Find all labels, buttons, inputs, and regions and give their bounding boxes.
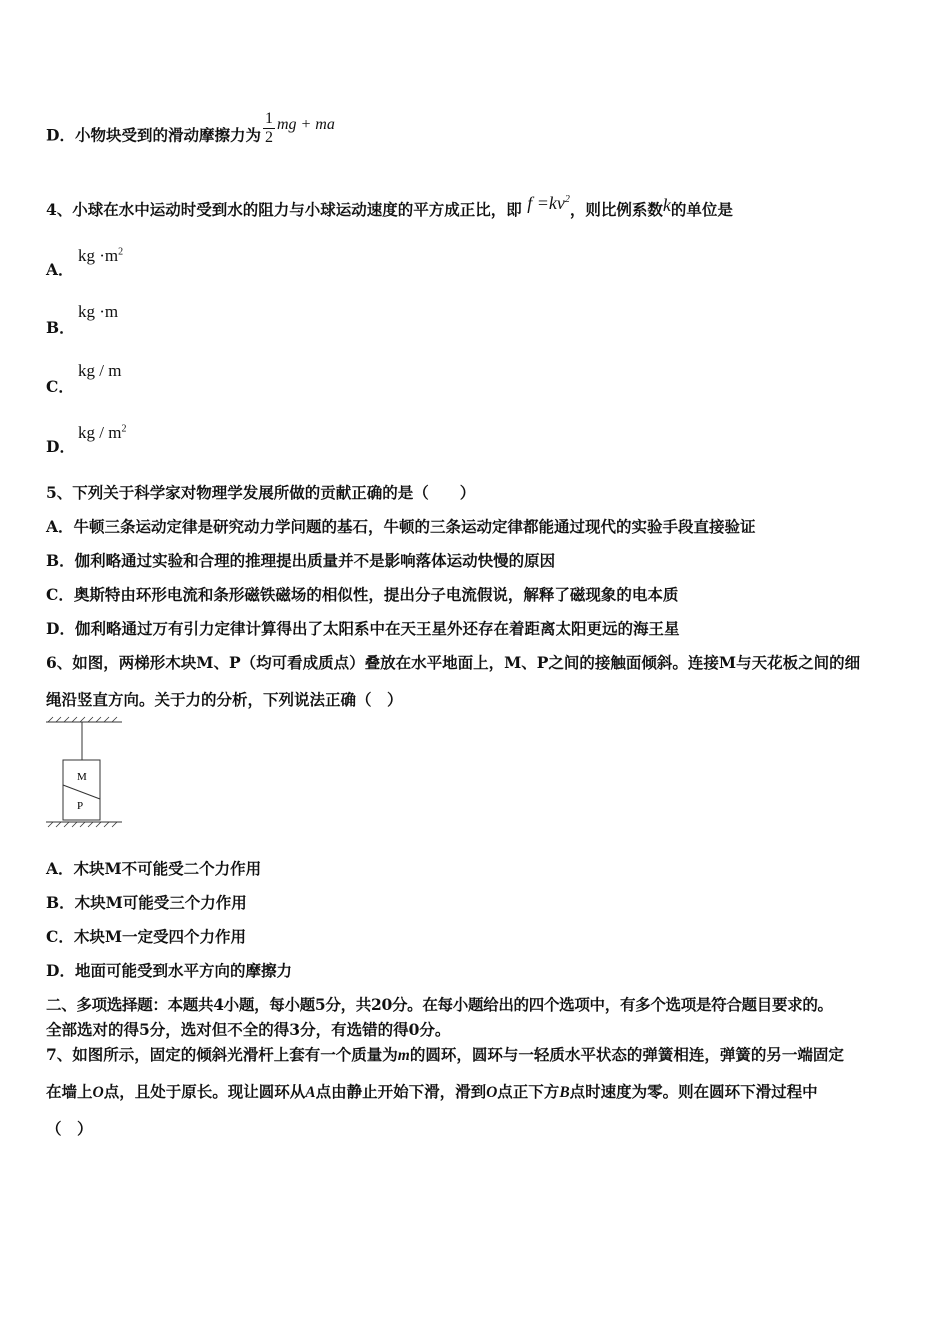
q4-option-label: D．	[46, 437, 75, 456]
section2-line1: 二、多项选择题：本题共4小题，每小题5分，共20分。在每小题给出的四个选项中，有多个选项是符合题目要求的。	[46, 995, 833, 1014]
unit-text: kg / m	[78, 423, 122, 442]
q5-option-a: A．牛顿三条运动定律是研究动力学问题的基石，牛顿的三条运动定律都能通过现代的实验手段直接验证	[46, 517, 756, 536]
unit-exp: 2	[118, 246, 124, 258]
ground-hatch	[48, 822, 117, 827]
q7-b: B	[559, 1084, 570, 1101]
q7-line1	[46, 1043, 844, 1065]
q6-figure	[44, 714, 128, 830]
section2-line2: 全部选对的得5分，选对但不全的得3分，有选错的得0分。	[46, 1020, 451, 1039]
fraction-numerator: 1	[264, 110, 273, 127]
q4-stem-part-b: ，则比例系数	[569, 200, 663, 219]
q6-option-b: B．木块M可能受三个力作用	[46, 893, 247, 912]
q3-option-d-label: D．小物块受到的滑动摩擦力为	[46, 125, 261, 145]
q4-stem-part-a: 4、小球在水中运动时受到水的阻力与小球运动速度的平方成正比，即	[46, 200, 522, 219]
ceiling-hatch	[48, 717, 117, 722]
unit-exp: 2	[121, 423, 127, 435]
q7-line2-e: 点时速度为零。则在圆环下滑过程中	[569, 1082, 818, 1101]
q4-stem	[46, 193, 733, 220]
q6-stem-line2: 绳沿竖直方向。关于力的分析，下列说法正确（ ）	[46, 690, 403, 709]
q7-o2: O	[486, 1084, 498, 1101]
q4-option-unit	[78, 302, 118, 322]
q4-option-label: A．	[46, 260, 74, 279]
q5-stem: 5、下列关于科学家对物理学发展所做的贡献正确的是（ ）	[46, 483, 476, 502]
q7-line2-a: 在墙上	[46, 1082, 93, 1101]
q6-option-a: A．木块M不可能受二个力作用	[46, 859, 262, 878]
q6-stem-line1: 6、如图，两梯形木块M、P（均可看成质点）叠放在水平地面上，M、P之间的接触面倾斜。连接M与天花板之间的细	[46, 653, 861, 672]
q4-formula-eq: =kv	[532, 193, 565, 213]
q4-stem-part-c: 的单位是	[670, 200, 733, 219]
q7-line2-b: 点，且处于原长。现让圆环从	[103, 1082, 306, 1101]
q4-option-unit	[78, 246, 123, 266]
unit-text: kg / m	[78, 361, 122, 380]
q3-option-d	[46, 110, 335, 155]
unit-text: kg ·m	[78, 246, 119, 265]
q4-formula-exp: 2	[564, 194, 570, 205]
q4-option-unit	[78, 361, 121, 381]
q6-option-d: D．地面可能受到水平方向的摩擦力	[46, 961, 292, 980]
q7-o1: O	[92, 1084, 104, 1101]
q6-option-c: C．木块M一定受四个力作用	[46, 927, 246, 946]
q7-line2-d: 点正下方	[497, 1082, 560, 1101]
q7-line2	[46, 1080, 818, 1102]
fraction	[263, 110, 275, 147]
q4-option-unit	[78, 423, 126, 443]
q5-option-c: C．奥斯特由环形电流和条形磁铁磁场的相似性，提出分子电流假说，解释了磁现象的电本质	[46, 585, 679, 604]
q5-option-b: B．伽利略通过实验和合理的推理提出质量并不是影响落体运动快慢的原因	[46, 551, 556, 570]
q7-line1-a: 7、如图所示，固定的倾斜光滑杆上套有一个质量为	[46, 1045, 398, 1064]
q5-option-d: D．伽利略通过万有引力定律计算得出了太阳系中在天王星外还存在着距离太阳更远的海王星	[46, 619, 680, 638]
label-p: P	[77, 800, 84, 812]
q4-formula-f: f	[527, 193, 533, 213]
q4-option-label: C．	[46, 377, 74, 396]
q4-formula	[527, 193, 570, 213]
contact-surface	[63, 785, 100, 799]
q7-m: m	[397, 1047, 410, 1064]
fraction-denominator: 2	[264, 129, 273, 146]
q7-a: A	[305, 1084, 316, 1101]
q4-option-label: B．	[46, 318, 75, 337]
label-m: M	[77, 771, 87, 783]
q7-line1-b: 的圆环，圆环与一轻质水平状态的弹簧相连，弹簧的另一端固定	[409, 1045, 844, 1064]
q7-line2-c: 点由静止开始下滑，滑到	[315, 1082, 487, 1101]
q3-expression: mg + ma	[276, 115, 335, 133]
q4-k: k	[662, 195, 671, 215]
q7-line3: （ ）	[46, 1119, 93, 1138]
unit-text: kg ·m	[78, 302, 119, 321]
